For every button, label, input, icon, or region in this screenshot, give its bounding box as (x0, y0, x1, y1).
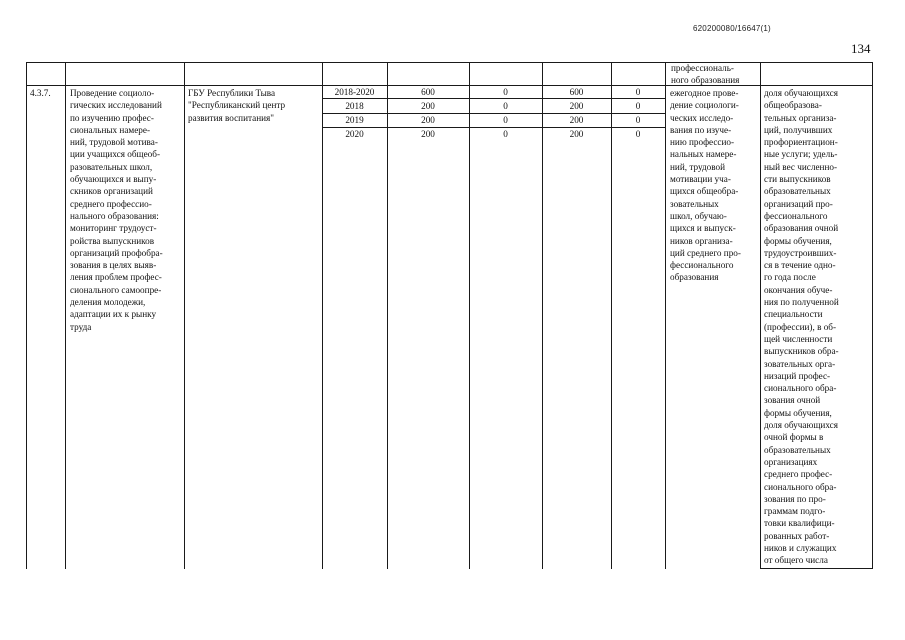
prev-row-indicator-text: профессиональ- ного образования (671, 63, 740, 86)
target-indicator: доля обучающихся общеобразова- тельных организа- ций, получивших профориентацион- ные услуги; удель- ный вес численно- сти выпускников образовательных организаций про- фессионального образования очной формы обучения, трудоустроивших- ся в течение одно- го года после окончания обуче- ния по полученной специальности (профессии), в об- щей численности выпускников обра- зовательных орга- низаций профес- сионального обра- зования очной формы обучения, доля обучающихся очной формы в образовательных организациях среднего профес- сионального обра- зования по про- граммам подго- товки квалифици- рованных работ- ников и служащих от общего числа (764, 88, 839, 566)
period-year: 2018 (345, 101, 364, 111)
period-year: 2020 (345, 129, 364, 139)
document-id: 620200080/16647(1) (693, 24, 771, 33)
col-border (872, 62, 873, 569)
col-border (26, 62, 27, 569)
period-other: 0 (635, 87, 641, 97)
period-republic: 200 (569, 129, 584, 139)
period-total: 200 (421, 129, 435, 139)
col-border (665, 62, 666, 569)
period-year: 2018-2020 (334, 87, 375, 97)
event-description: Проведение социоло- гических исследований по изучению профес- сиональных намере- ний, трудовой мотива- ции учащихся общеоб- разовательных школ, обучающихся и выпу- скников организаций среднего профессио- нального образования: мониторинг трудоуст- ройства выпускников организаций профобра- зования в целях выяв- ления проблем профес- сионального самоопре- деления молодежи, адаптации их к рынку труда (70, 88, 163, 332)
col-border (184, 62, 185, 569)
page-number: 134 (851, 41, 871, 56)
year-divider (322, 98, 665, 99)
period-republic: 200 (569, 101, 584, 111)
row-number: 4.3.7. (30, 88, 51, 98)
period-federal: 0 (503, 87, 508, 97)
period-federal: 0 (503, 101, 508, 111)
expected-result: ежегодное прове- дение социологи- ческих исследо- вания по изуче- нию профессио- нальных намере- ний, трудовой мотивации уча- щихся общеобра- зовательных школ, обучаю- щихся и выпуск- ников организа- ций среднего про- фессионального образования (670, 88, 741, 283)
period-total: 600 (421, 87, 435, 97)
period-republic: 600 (569, 87, 584, 97)
col-border (760, 62, 761, 569)
period-other: 0 (635, 115, 641, 125)
period-total: 200 (421, 115, 435, 125)
indicator-bottom (760, 568, 873, 569)
period-other: 0 (635, 129, 641, 139)
period-year: 2019 (345, 115, 364, 125)
period-republic: 200 (569, 115, 584, 125)
col-border (65, 62, 66, 569)
executor: ГБУ Республики Тыва "Республиканский центр развития воспитания" (188, 88, 286, 123)
period-federal: 0 (503, 129, 508, 139)
period-federal: 0 (503, 115, 508, 125)
period-other: 0 (635, 101, 641, 111)
period-total: 200 (421, 101, 435, 111)
